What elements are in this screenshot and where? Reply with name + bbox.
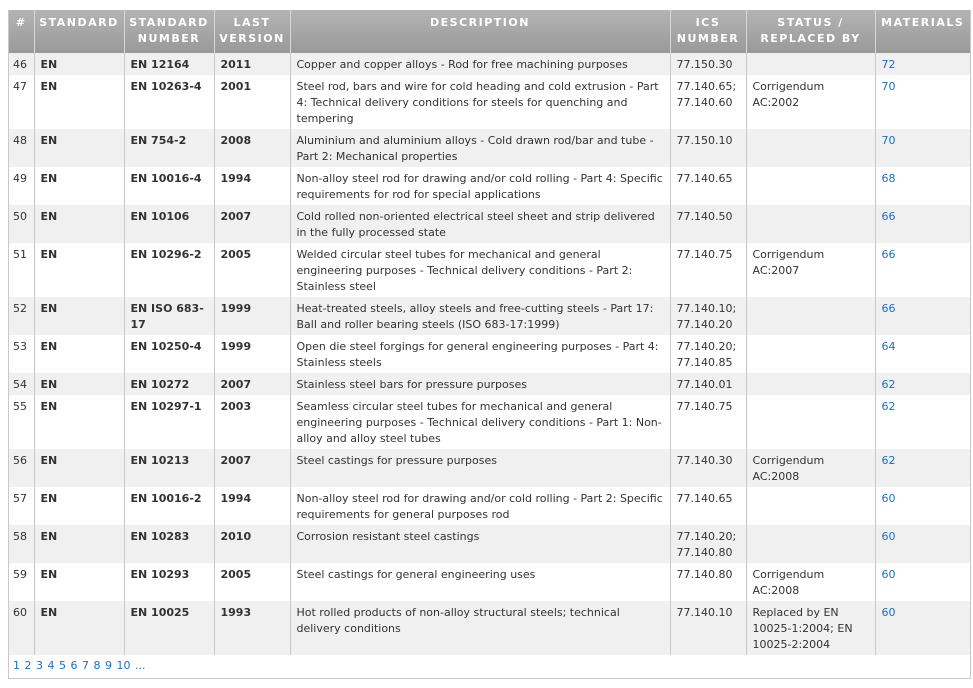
header-col-standard[interactable]: STANDARD — [34, 10, 124, 53]
cell-standard-number: EN 10263-4 — [124, 75, 214, 129]
cell-standard: EN — [34, 563, 124, 601]
table-row[interactable] — [9, 525, 970, 563]
cell-materials-link — [875, 75, 970, 129]
cell-status — [746, 335, 875, 373]
cell-ics-number: 77.150.30 — [670, 53, 746, 75]
table-row[interactable] — [9, 297, 970, 335]
cell-standard-number: EN 10296-2 — [124, 243, 214, 297]
standards-table — [9, 10, 970, 655]
materials-link[interactable]: 60 — [881, 606, 896, 619]
cell-row-number: 51 — [9, 243, 34, 297]
cell-standard-number: EN ISO 683-17 — [124, 297, 214, 335]
cell-standard: EN — [34, 75, 124, 129]
cell-last-version: 2011 — [214, 53, 290, 75]
cell-last-version: 1999 — [214, 297, 290, 335]
materials-link[interactable]: 70 — [881, 80, 896, 93]
cell-description: Seamless circular steel tubes for mechanical and general engineering purposes - Technical delivery conditions - Part 1: Non-alloy and alloy steel tubes — [290, 395, 670, 449]
cell-description: Steel rod, bars and wire for cold heading and cold extrusion - Part 4: Technical delivery conditions for steels for quenching and tempering — [290, 75, 670, 129]
table-row[interactable] — [9, 53, 970, 75]
cell-last-version: 1994 — [214, 167, 290, 205]
cell-ics-number: 77.140.65 — [670, 487, 746, 525]
cell-standard-number: EN 10272 — [124, 373, 214, 395]
table-row[interactable] — [9, 601, 970, 655]
cell-ics-number: 77.140.75 — [670, 243, 746, 297]
table-row[interactable] — [9, 167, 970, 205]
page-link-1[interactable]: 1 — [13, 659, 20, 672]
cell-standard-number: EN 10106 — [124, 205, 214, 243]
pagination-ellipsis: ... — [135, 659, 146, 672]
cell-description: Steel castings for general engineering uses — [290, 563, 670, 601]
page-link-3[interactable]: 3 — [36, 659, 43, 672]
cell-last-version: 2010 — [214, 525, 290, 563]
cell-status — [746, 373, 875, 395]
page-link-7[interactable]: 7 — [82, 659, 89, 672]
cell-last-version: 1999 — [214, 335, 290, 373]
cell-materials-link — [875, 395, 970, 449]
cell-standard-number: EN 10213 — [124, 449, 214, 487]
materials-link[interactable]: 62 — [881, 400, 896, 413]
page-link-9[interactable]: 9 — [105, 659, 112, 672]
cell-ics-number: 77.140.65 — [670, 167, 746, 205]
cell-standard: EN — [34, 205, 124, 243]
cell-row-number: 59 — [9, 563, 34, 601]
cell-row-number: 55 — [9, 395, 34, 449]
table-row[interactable] — [9, 373, 970, 395]
cell-status: Replaced by EN 10025-1:2004; EN 10025-2:2004 — [746, 601, 875, 655]
table-row[interactable] — [9, 563, 970, 601]
cell-ics-number: 77.140.10 — [670, 601, 746, 655]
cell-status: Corrigendum AC:2008 — [746, 563, 875, 601]
cell-standard: EN — [34, 129, 124, 167]
materials-link[interactable]: 64 — [881, 340, 896, 353]
cell-standard-number: EN 10283 — [124, 525, 214, 563]
cell-last-version: 2007 — [214, 205, 290, 243]
cell-status: Corrigendum AC:2008 — [746, 449, 875, 487]
materials-link[interactable]: 60 — [881, 530, 896, 543]
cell-ics-number: 77.150.10 — [670, 129, 746, 167]
table-row[interactable] — [9, 395, 970, 449]
header-col-standard-number[interactable]: STANDARD NUMBER — [124, 10, 214, 53]
cell-last-version: 2005 — [214, 243, 290, 297]
page-link-5[interactable]: 5 — [59, 659, 66, 672]
materials-link[interactable]: 68 — [881, 172, 896, 185]
cell-standard-number: EN 12164 — [124, 53, 214, 75]
materials-link[interactable]: 62 — [881, 454, 896, 467]
table-row[interactable] — [9, 243, 970, 297]
cell-materials-link — [875, 335, 970, 373]
cell-row-number: 56 — [9, 449, 34, 487]
cell-ics-number: 77.140.30 — [670, 449, 746, 487]
table-row[interactable] — [9, 129, 970, 167]
cell-ics-number: 77.140.10; 77.140.20 — [670, 297, 746, 335]
cell-last-version: 2008 — [214, 129, 290, 167]
cell-standard-number: EN 10016-4 — [124, 167, 214, 205]
cell-description: Copper and copper alloys - Rod for free machining purposes — [290, 53, 670, 75]
cell-materials-link — [875, 167, 970, 205]
cell-standard-number: EN 754-2 — [124, 129, 214, 167]
cell-materials-link — [875, 297, 970, 335]
page-link-4[interactable]: 4 — [47, 659, 55, 672]
table-row[interactable] — [9, 449, 970, 487]
materials-link[interactable]: 66 — [881, 302, 896, 315]
cell-description: Non-alloy steel rod for drawing and/or cold rolling - Part 2: Specific requirements for general purposes rod — [290, 487, 670, 525]
materials-link[interactable]: 60 — [881, 492, 896, 505]
cell-description: Hot rolled products of non-alloy structural steels; technical delivery conditions — [290, 601, 670, 655]
standards-table-container — [8, 10, 971, 679]
page-link-2[interactable]: 2 — [24, 659, 32, 672]
cell-materials-link — [875, 487, 970, 525]
cell-standard: EN — [34, 487, 124, 525]
cell-ics-number: 77.140.65; 77.140.60 — [670, 75, 746, 129]
cell-standard: EN — [34, 601, 124, 655]
header-col-last-version[interactable]: LAST VERSION — [214, 10, 290, 53]
page-link-6[interactable]: 6 — [70, 659, 78, 672]
cell-standard: EN — [34, 335, 124, 373]
page-link-8[interactable]: 8 — [93, 659, 101, 672]
cell-standard-number: EN 10016-2 — [124, 487, 214, 525]
cell-materials-link — [875, 563, 970, 601]
cell-last-version: 2003 — [214, 395, 290, 449]
cell-description: Welded circular steel tubes for mechanical and general engineering purposes - Technical delivery conditions - Part 2: Stainless steel — [290, 243, 670, 297]
cell-status — [746, 297, 875, 335]
cell-materials-link — [875, 373, 970, 395]
cell-standard: EN — [34, 525, 124, 563]
cell-ics-number: 77.140.80 — [670, 563, 746, 601]
cell-standard-number: EN 10025 — [124, 601, 214, 655]
cell-row-number: 50 — [9, 205, 34, 243]
header-col-description[interactable]: DESCRIPTION — [290, 10, 670, 53]
cell-ics-number: 77.140.50 — [670, 205, 746, 243]
cell-status — [746, 167, 875, 205]
cell-last-version: 2001 — [214, 75, 290, 129]
cell-status — [746, 129, 875, 167]
cell-materials-link — [875, 601, 970, 655]
cell-row-number: 52 — [9, 297, 34, 335]
cell-materials-link — [875, 129, 970, 167]
table-row[interactable] — [9, 335, 970, 373]
cell-row-number: 58 — [9, 525, 34, 563]
cell-materials-link — [875, 449, 970, 487]
cell-row-number: 53 — [9, 335, 34, 373]
cell-ics-number: 77.140.75 — [670, 395, 746, 449]
cell-description: Aluminium and aluminium alloys - Cold drawn rod/bar and tube - Part 2: Mechanical properties — [290, 129, 670, 167]
cell-standard-number: EN 10293 — [124, 563, 214, 601]
header-col-materials[interactable]: MATERIALS — [875, 10, 970, 53]
cell-row-number: 57 — [9, 487, 34, 525]
table-row[interactable] — [9, 75, 970, 129]
materials-link[interactable]: 70 — [881, 134, 896, 147]
cell-standard: EN — [34, 53, 124, 75]
cell-ics-number: 77.140.20; 77.140.85 — [670, 335, 746, 373]
cell-status — [746, 205, 875, 243]
cell-description: Corrosion resistant steel castings — [290, 525, 670, 563]
cell-materials-link — [875, 525, 970, 563]
cell-materials-link — [875, 53, 970, 75]
cell-description: Cold rolled non-oriented electrical steel sheet and strip delivered in the fully processed state — [290, 205, 670, 243]
cell-standard: EN — [34, 373, 124, 395]
cell-ics-number: 77.140.01 — [670, 373, 746, 395]
cell-last-version: 1993 — [214, 601, 290, 655]
cell-standard-number: EN 10297-1 — [124, 395, 214, 449]
cell-status: Corrigendum AC:2002 — [746, 75, 875, 129]
header-col-status[interactable]: STATUS / REPLACED BY — [746, 10, 875, 53]
materials-link[interactable]: 66 — [881, 248, 896, 261]
cell-row-number: 54 — [9, 373, 34, 395]
table-row[interactable] — [9, 487, 970, 525]
table-row[interactable] — [9, 205, 970, 243]
cell-status — [746, 525, 875, 563]
cell-row-number: 47 — [9, 75, 34, 129]
cell-description: Non-alloy steel rod for drawing and/or cold rolling - Part 4: Specific requirements for rod for special applications — [290, 167, 670, 205]
cell-row-number: 46 — [9, 53, 34, 75]
cell-row-number: 48 — [9, 129, 34, 167]
cell-materials-link — [875, 205, 970, 243]
cell-row-number: 49 — [9, 167, 34, 205]
cell-last-version: 1994 — [214, 487, 290, 525]
cell-standard-number: EN 10250-4 — [124, 335, 214, 373]
cell-last-version: 2007 — [214, 373, 290, 395]
cell-row-number: 60 — [9, 601, 34, 655]
materials-link[interactable]: 66 — [881, 210, 896, 223]
cell-description: Open die steel forgings for general engineering purposes - Part 4: Stainless steels — [290, 335, 670, 373]
cell-standard: EN — [34, 243, 124, 297]
cell-last-version: 2007 — [214, 449, 290, 487]
cell-standard: EN — [34, 167, 124, 205]
cell-ics-number: 77.140.20; 77.140.80 — [670, 525, 746, 563]
cell-description: Steel castings for pressure purposes — [290, 449, 670, 487]
cell-materials-link — [875, 243, 970, 297]
table-header-row — [9, 10, 970, 53]
cell-status: Corrigendum AC:2007 — [746, 243, 875, 297]
cell-description: Heat-treated steels, alloy steels and free-cutting steels - Part 17: Ball and roller bearing steels (ISO 683-17:1999) — [290, 297, 670, 335]
materials-link[interactable]: 72 — [881, 58, 896, 71]
cell-status — [746, 487, 875, 525]
cell-last-version: 2005 — [214, 563, 290, 601]
header-col-ics-number[interactable]: ICS NUMBER — [670, 10, 746, 53]
cell-description: Stainless steel bars for pressure purposes — [290, 373, 670, 395]
cell-status — [746, 53, 875, 75]
cell-standard: EN — [34, 449, 124, 487]
pagination — [9, 655, 970, 678]
materials-link[interactable]: 62 — [881, 378, 896, 391]
cell-standard: EN — [34, 297, 124, 335]
page-link-10[interactable]: 10 — [116, 659, 131, 672]
cell-status — [746, 395, 875, 449]
cell-standard: EN — [34, 395, 124, 449]
materials-link[interactable]: 60 — [881, 568, 896, 581]
header-col-number[interactable]: # — [9, 10, 34, 53]
